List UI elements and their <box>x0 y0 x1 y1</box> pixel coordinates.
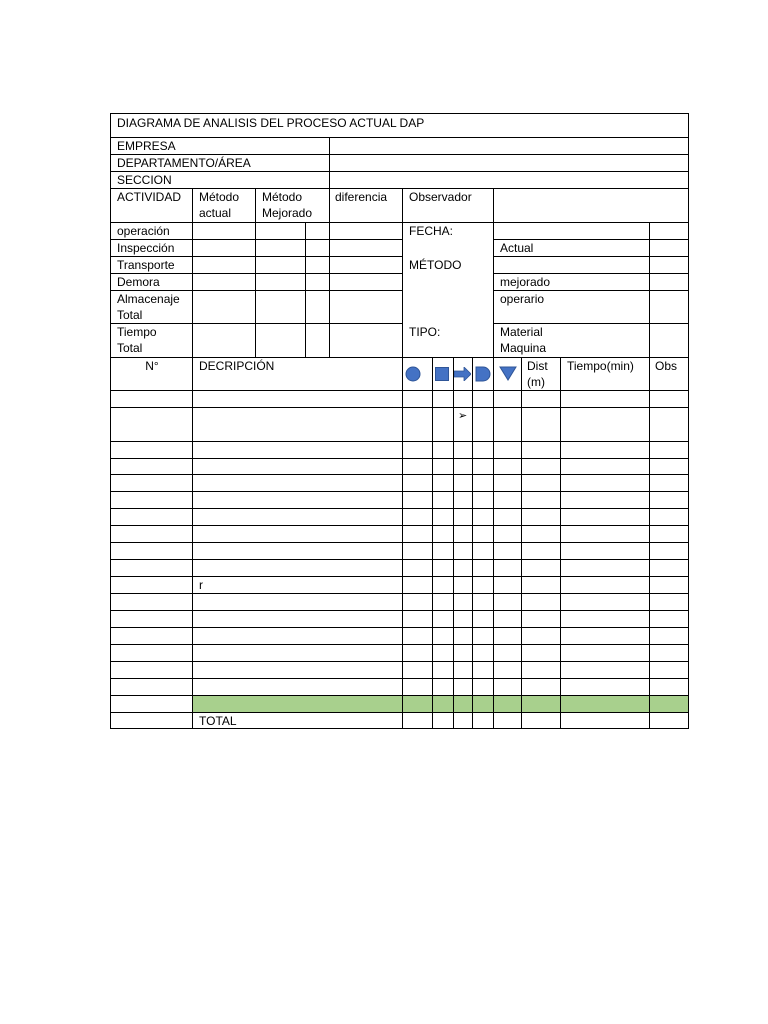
grid-line <box>493 323 689 324</box>
metodo-label: MÉTODO <box>409 258 462 272</box>
col-obs: Obs <box>655 359 678 373</box>
grid-line <box>110 407 689 408</box>
activity-transporte: Transporte <box>117 258 175 272</box>
empresa-value[interactable] <box>329 137 689 154</box>
activity-almacenaje: Almacenaje Total <box>117 292 180 322</box>
metodo-mejorado-header: Método Mejorado <box>262 190 313 220</box>
actividad-header: ACTIVIDAD <box>117 190 182 204</box>
grid-line <box>493 357 494 729</box>
observador-label: Observador <box>409 190 472 204</box>
grid-line <box>453 357 454 729</box>
grid-line <box>432 357 433 729</box>
activity-tiempo-total: Tiempo Total <box>117 325 157 355</box>
departamento-value[interactable] <box>329 154 689 171</box>
grid-line <box>110 188 689 189</box>
grid-line <box>688 113 689 729</box>
triangle-down-icon <box>499 366 517 381</box>
grid-line <box>110 171 689 172</box>
grid-line <box>110 323 403 324</box>
metodo-actual-header: Método actual <box>199 190 240 220</box>
grid-line <box>110 712 689 713</box>
grid-line <box>192 357 193 729</box>
observador-value[interactable] <box>494 188 689 222</box>
grid-line <box>649 222 650 358</box>
grid-line <box>110 154 689 155</box>
grid-line <box>110 441 689 442</box>
grid-line <box>110 474 689 475</box>
grid-line <box>560 357 561 729</box>
circle-icon <box>405 366 421 382</box>
activity-operacion: operación <box>117 224 170 238</box>
grid-line <box>110 137 689 138</box>
form-title: DIAGRAMA DE ANALISIS DEL PROCESO ACTUAL DAP <box>117 116 425 130</box>
description-entry: r <box>199 578 203 592</box>
fecha-label: FECHA: <box>409 224 454 238</box>
grid-line <box>110 576 689 577</box>
grid-line <box>493 273 689 274</box>
square-icon <box>435 367 449 381</box>
total-label: TOTAL <box>199 714 237 728</box>
grid-line <box>110 256 403 257</box>
grid-line <box>110 695 689 696</box>
departamento-label: DEPARTAMENTO/ÁREA <box>117 156 251 170</box>
seccion-value[interactable] <box>329 171 689 188</box>
grid-line <box>110 525 689 526</box>
grid-line <box>493 290 689 291</box>
grid-line <box>110 678 689 679</box>
activity-inspeccion: Inspección <box>117 241 175 255</box>
activity-demora: Demora <box>117 275 160 289</box>
metodo-actual-option: Actual <box>500 241 534 255</box>
grid-line <box>110 290 403 291</box>
col-numero: N° <box>145 359 159 373</box>
arrow-mark: ➢ <box>458 410 468 422</box>
metodo-mejorado-option: mejorado <box>500 275 551 289</box>
grid-line <box>110 390 689 391</box>
diferencia-header: diferencia <box>335 190 388 204</box>
d-shape-icon <box>475 366 491 382</box>
tipo-label: TIPO: <box>409 325 441 339</box>
grid-line <box>110 113 689 114</box>
grid-line <box>402 357 403 729</box>
col-tiempo: Tiempo(min) <box>567 359 634 373</box>
grid-line <box>110 627 689 628</box>
grid-line <box>110 644 689 645</box>
tipo-operario-option: operario <box>500 292 545 306</box>
grid-line <box>110 593 689 594</box>
grid-line <box>493 239 689 240</box>
grid-line <box>110 610 689 611</box>
grid-line <box>110 661 689 662</box>
col-dist: Dist (m) <box>527 359 548 389</box>
grid-line <box>110 273 403 274</box>
arrow-right-icon <box>454 367 471 381</box>
grid-line <box>110 222 689 223</box>
highlighted-row <box>193 695 689 712</box>
grid-line <box>649 357 650 729</box>
grid-line <box>521 357 522 729</box>
empresa-label: EMPRESA <box>117 139 176 153</box>
grid-line <box>110 508 689 509</box>
grid-line <box>110 458 689 459</box>
grid-line <box>493 256 689 257</box>
grid-line <box>110 491 689 492</box>
tipo-material-option: Material Maquina <box>500 325 547 355</box>
col-descripcion: DECRIPCIÓN <box>199 359 275 373</box>
grid-line <box>110 559 689 560</box>
grid-line <box>110 542 689 543</box>
grid-line <box>110 113 111 729</box>
grid-line <box>110 357 689 358</box>
grid-line <box>110 239 403 240</box>
grid-line <box>110 728 689 729</box>
seccion-label: SECCION <box>117 173 172 187</box>
grid-line <box>472 357 473 729</box>
